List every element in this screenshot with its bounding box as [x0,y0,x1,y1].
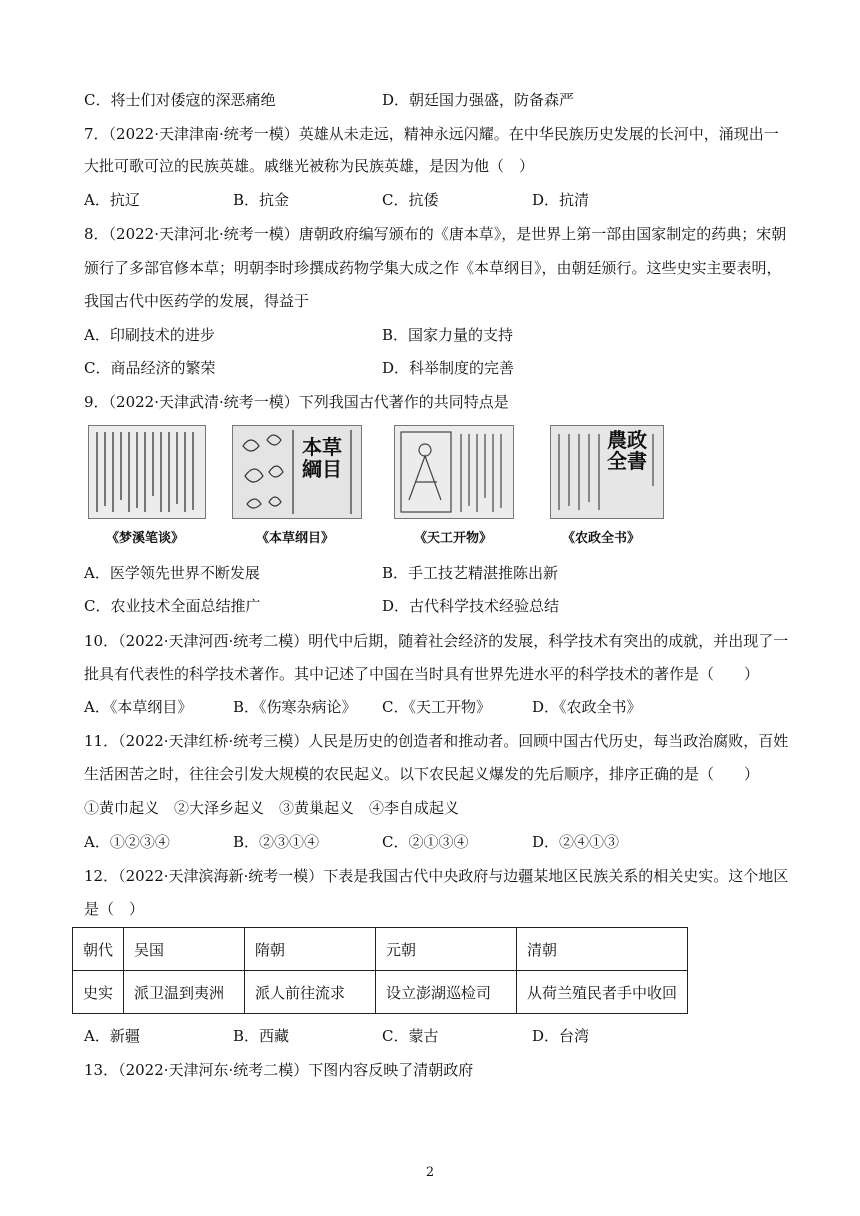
history-facts-table [72,927,688,1014]
q11-stem-line2: 生活困苦之时，往往会引发大规模的农民起义。以下农民起义爆发的先后顺序，排序正确的是（ ） [84,765,760,783]
caption-nongzheng: 《农政全书》 [562,531,641,546]
book-image-bencao [232,425,362,519]
q8-option-a: A．印刷技术的进步 [84,326,215,344]
q11-option-c: C．②①③④ [382,833,469,851]
q7-option-b: B．抗金 [233,191,290,209]
table-cell: 从荷兰殖民者手中收回 [517,971,688,1014]
q7-option-d: D．抗清 [532,191,590,209]
q7-stem-line2: 大批可歌可泣的民族英雄。戚继光被称为民族英雄，是因为他（ ） [84,157,535,175]
caption-mengxi: 《梦溪笔谈》 [106,531,185,546]
q12-option-a: A．新疆 [84,1027,140,1045]
table-cell: 朝代 [73,928,124,971]
table-cell: 史实 [73,971,124,1014]
caption-tiangong: 《天工开物》 [414,531,493,546]
q11-stem-line3: ①黄巾起义 ②大泽乡起义 ③黄巢起义 ④李自成起义 [84,799,460,817]
book-image-tiangong [394,425,514,519]
q10-option-b: B．《伤寒杂病论》 [233,698,357,716]
q10-option-c: C．《天工开物》 [382,698,491,716]
q12-option-b: B．西藏 [233,1027,290,1045]
q10-stem-line2: 批具有代表性的科学技术著作。其中记述了中国在当时具有世界先进水平的科学技术的著作是（ ） [84,665,760,683]
q8-stem-line1: 8．（2022·天津河北·统考一模）唐朝政府编写颁布的《唐本草》，是世界上第一部由国家制定的药典；宋朝 [84,225,787,243]
q9-option-c: C．农业技术全面总结推广 [84,597,261,615]
book-image-nongzheng [550,425,664,519]
table-cell: 派人前往流求 [245,971,376,1014]
table-row [73,928,688,971]
q8-option-d: D．科举制度的完善 [382,359,515,377]
q12-stem-line2: 是（ ） [84,900,145,918]
q9-option-b: B．手工技艺精湛推陈出新 [382,564,559,582]
bencao-cover-title: 本草綱目 [302,435,342,481]
q7-stem-line1: 7．（2022·天津津南·统考一模）英雄从未走远，精神永远闪耀。在中华民族历史发展的长河中，涌现出一 [84,125,779,143]
q12-option-d: D．台湾 [532,1027,590,1045]
q8-option-c: C．商品经济的繁荣 [84,359,216,377]
table-cell: 元朝 [376,928,517,971]
table-cell: 清朝 [517,928,688,971]
q11-option-a: A．①②③④ [84,833,170,851]
page-number: 2 [425,1165,435,1180]
q8-stem-line2: 颁行了多部官修本草；明朝李时珍撰成药物学集大成之作《本草纲目》，由朝廷颁行。这些史实主要表明， [84,259,782,277]
q11-option-d: D．②④①③ [532,833,620,851]
table-cell: 隋朝 [245,928,376,971]
table-cell: 吴国 [124,928,245,971]
table-row [73,971,688,1014]
q6-option-c: C．将士们对倭寇的深恶痛绝 [84,91,276,109]
caption-bencao: 《本草纲目》 [256,531,335,546]
book-image-mengxi [88,425,206,519]
q11-option-b: B．②③①④ [233,833,320,851]
q12-stem-line1: 12．（2022·天津滨海新·统考一模）下表是我国古代中央政府与边疆某地区民族关系的相关史实。这个地区 [84,867,789,885]
q10-option-d: D．《农政全书》 [532,698,642,716]
q7-option-a: A．抗辽 [84,191,140,209]
q8-stem-line3: 我国古代中医药学的发展，得益于 [84,292,310,310]
table-cell: 派卫温到夷洲 [124,971,245,1014]
q9-option-d: D．古代科学技术经验总结 [382,597,560,615]
nongzheng-cover-title: 農政全書 [607,428,647,473]
q8-option-b: B．国家力量的支持 [382,326,514,344]
q12-option-c: C．蒙古 [382,1027,439,1045]
ancient-books-figure [84,425,684,545]
q9-stem-line1: 9．（2022·天津武清·统考一模）下列我国古代著作的共同特点是 [84,393,509,411]
q7-option-c: C．抗倭 [382,191,439,209]
q9-option-a: A．医学领先世界不断发展 [84,564,260,582]
q11-stem-line1: 11．（2022·天津红桥·统考三模）人民是历史的创造者和推动者。回顾中国古代历史，每当政治腐败，百姓 [84,732,789,750]
q13-stem-line1: 13．（2022·天津河东·统考二模）下图内容反映了清朝政府 [84,1061,474,1079]
q10-option-a: A．《本草纲目》 [84,698,193,716]
table-cell: 设立澎湖巡检司 [376,971,517,1014]
q6-option-d: D．朝廷国力强盛，防备森严 [382,91,575,109]
q10-stem-line1: 10．（2022·天津河西·统考二模）明代中后期，随着社会经济的发展，科学技术有突出的成就，并出现了一 [84,632,789,650]
